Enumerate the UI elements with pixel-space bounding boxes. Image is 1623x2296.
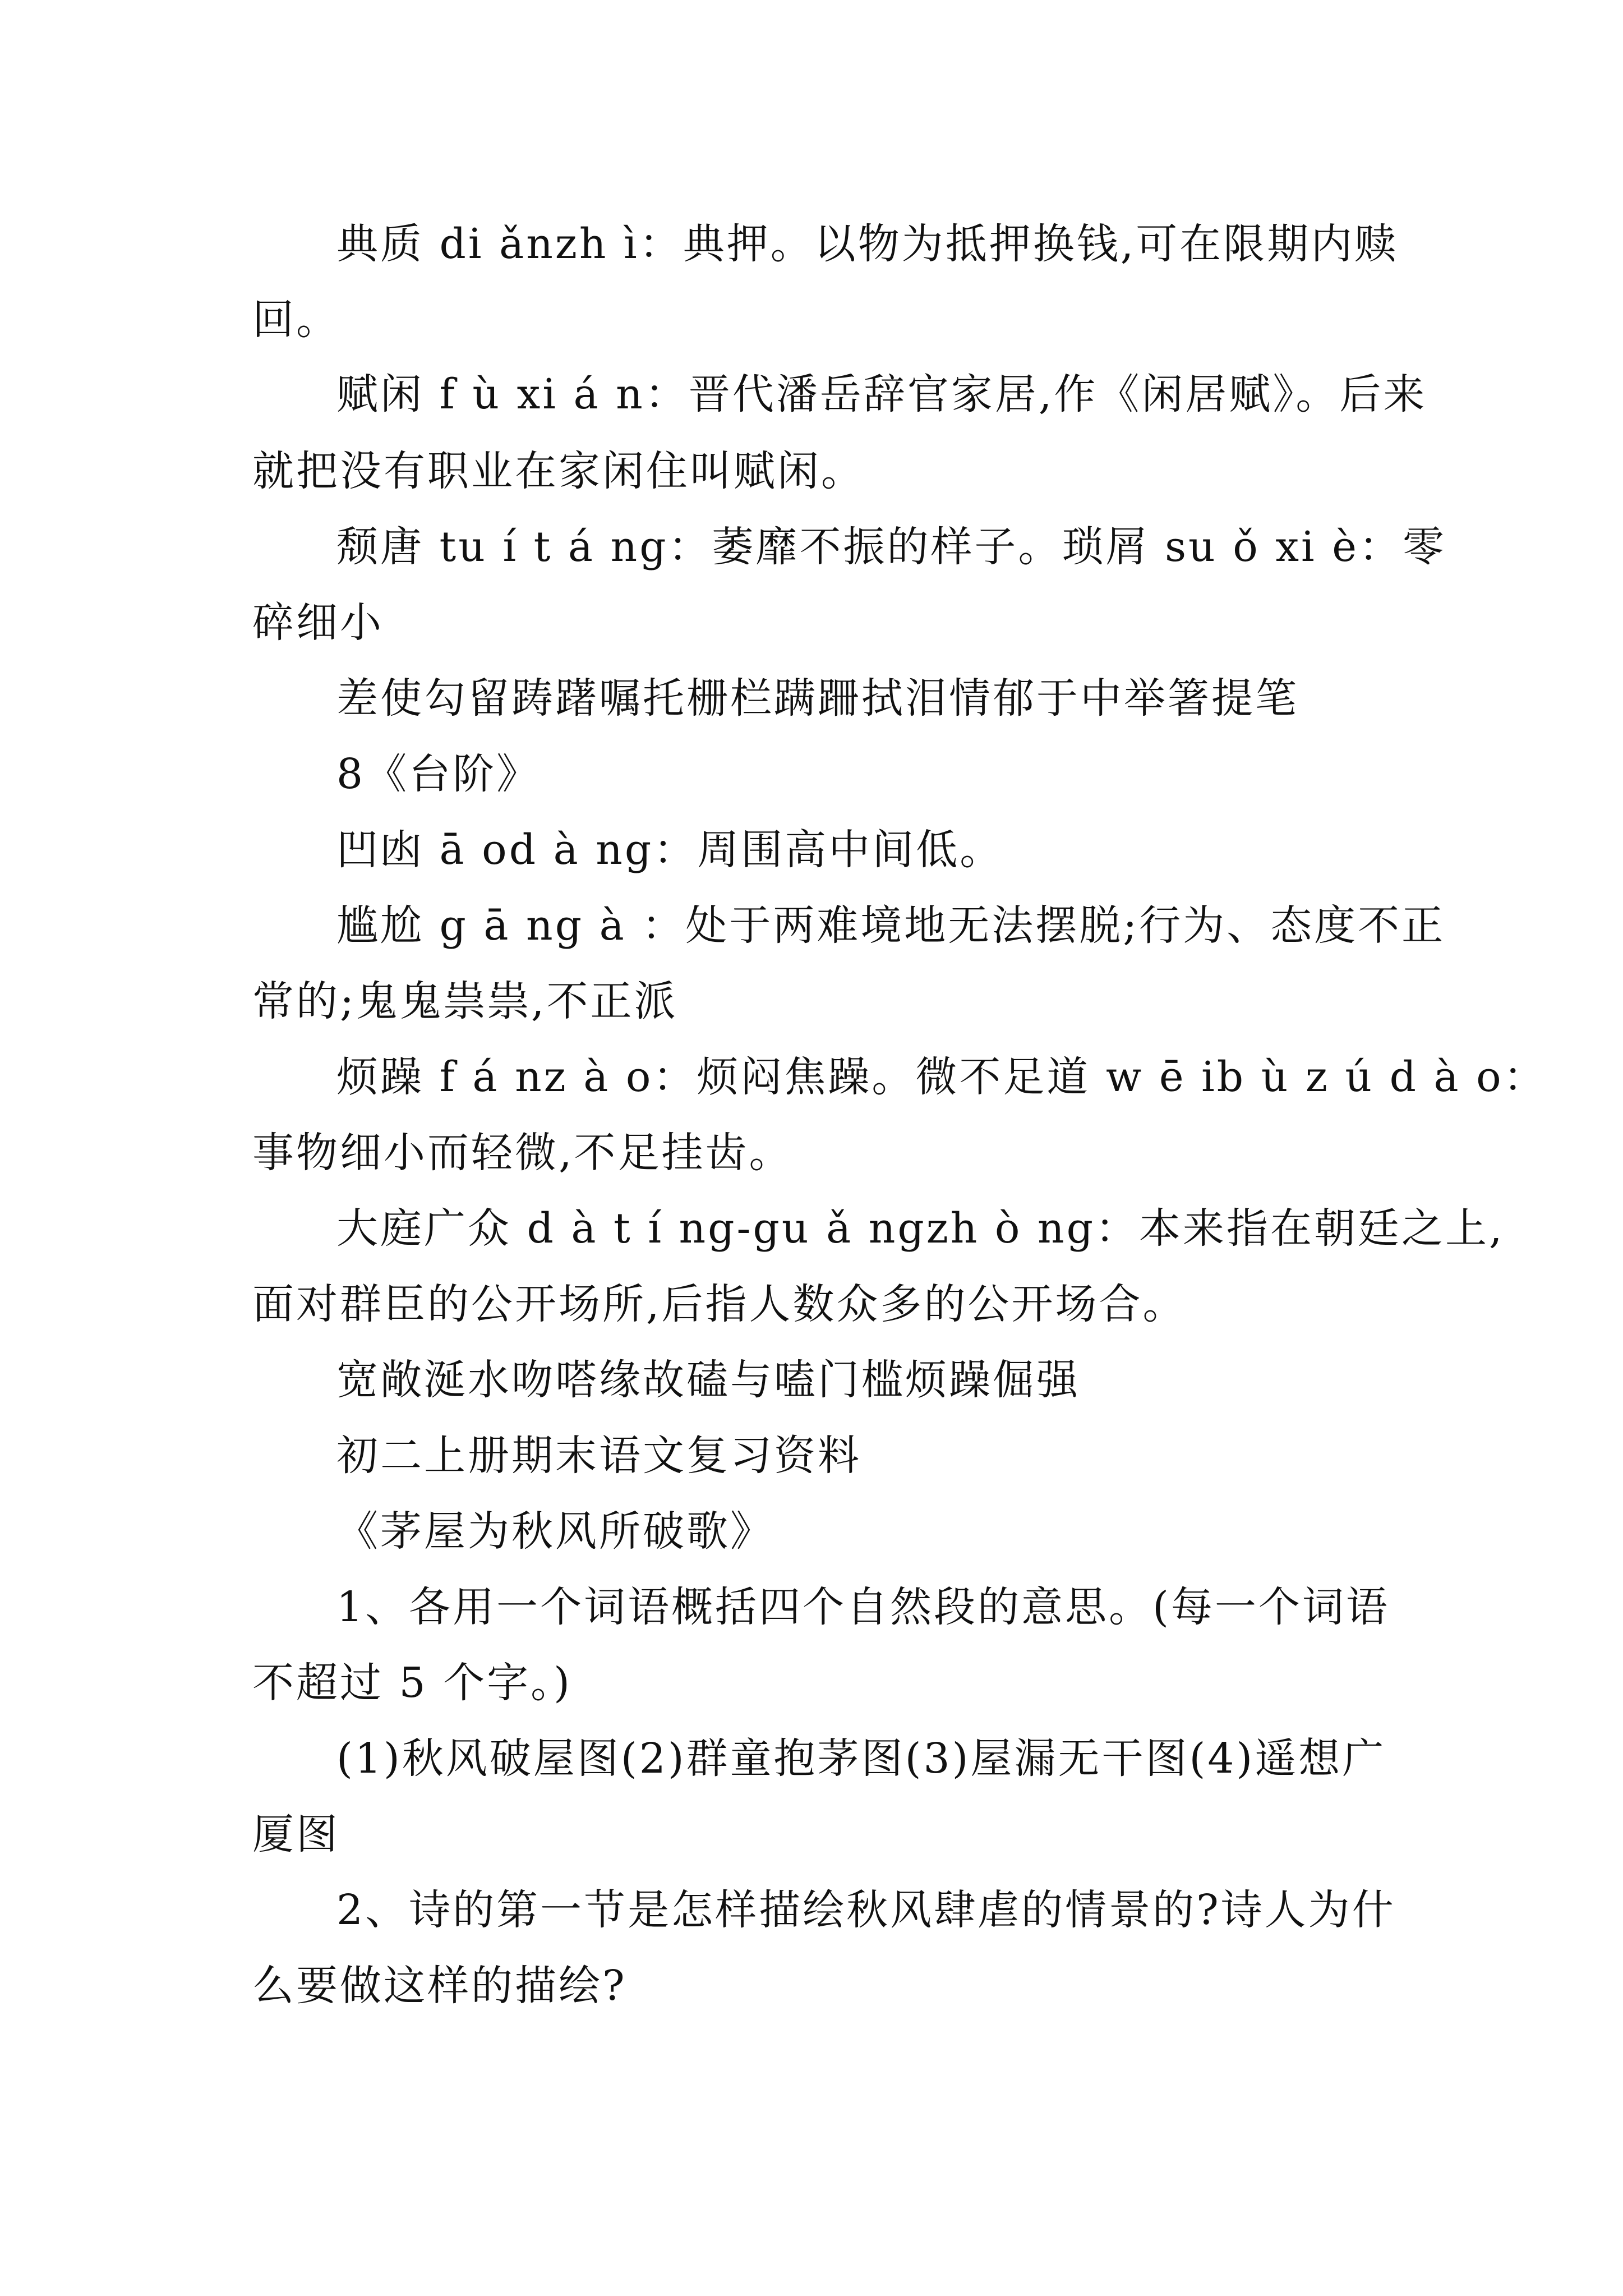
paragraph-line: 面对群臣的公开场所,后指人数众多的公开场合。 xyxy=(252,1280,1187,1328)
question-line: 不超过 5 个字。) xyxy=(252,1659,572,1707)
paragraph-line: 凹凼 ā od à ng：周围高中间低。 xyxy=(336,826,1004,874)
section-heading: 8《台阶》 xyxy=(336,750,541,798)
paragraph-line: 就把没有职业在家闲住叫赋闲。 xyxy=(252,447,865,495)
paragraph-line: 典质 di ǎnzh ì：典押。以物为抵押换钱,可在限期内赎 xyxy=(336,220,1399,268)
paragraph-line: 回。 xyxy=(252,296,340,344)
question-line: 么要做这样的描绘? xyxy=(252,1962,627,2010)
paragraph-line: 大庭广众 d à t í ng-gu ǎ ngzh ò ng：本来指在朝廷之上, xyxy=(336,1204,1505,1253)
paragraph-line: 赋闲 f ù xi á n：晋代潘岳辞官家居,作《闲居赋》。后来 xyxy=(336,370,1427,418)
section-heading: 《茅屋为秋风所破歌》 xyxy=(336,1507,774,1556)
paragraph-line: 宽敞涎水吻嗒缘故磕与嗑门槛烦躁倔强 xyxy=(336,1356,1080,1404)
question-line: 1、各用一个词语概括四个自然段的意思。(每一个词语 xyxy=(336,1583,1390,1631)
paragraph-line: 事物细小而轻微,不足挂齿。 xyxy=(252,1129,793,1177)
paragraph-line: 尴尬 g ā ng à ：处于两难境地无法摆脱;行为、态度不正 xyxy=(336,901,1446,950)
paragraph-line: 烦躁 f á nz à o：烦闷焦躁。微不足道 w ē ib ù z ú d à o： xyxy=(336,1053,1547,1101)
answer-line: 厦图 xyxy=(252,1810,340,1858)
question-line: 2、诗的第一节是怎样描绘秋风肆虐的情景的?诗人为什 xyxy=(336,1886,1396,1934)
paragraph-line: 碎细小 xyxy=(252,599,384,647)
paragraph-line: 颓唐 tu í t á ng：萎靡不振的样子。琐屑 su ǒ xi è：零 xyxy=(336,523,1447,571)
answer-line: (1)秋风破屋图(2)群童抱茅图(3)屋漏无干图(4)遥想广 xyxy=(336,1734,1386,1783)
paragraph-line: 差使勾留踌躇嘱托栅栏蹒跚拭泪情郁于中举箸提笔 xyxy=(336,674,1299,723)
section-heading: 初二上册期末语文复习资料 xyxy=(336,1432,861,1480)
paragraph-line: 常的;鬼鬼祟祟,不正派 xyxy=(252,977,678,1025)
